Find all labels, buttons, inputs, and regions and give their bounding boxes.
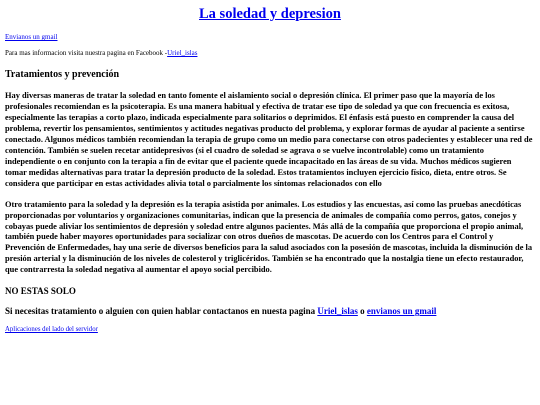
paragraph-animal-therapy: Otro tratamiento para la soledad y la depresión es la terapia asistida por animales. Los estudios y las encuestas, así como las pruebas anecdóticas proporcionadas por voluntarios y organizaciones comunitarias, indican que la presencia de animales de compañía como perros, gatos, conejos y cobayas puede aliviar los sentimientos de depresión y soledad entre algunos pacientes. Más allá de la compañía que proporciona el propio animal, también puede haber mayores oportunidades para socializar con otros dueños de mascotas. De acuerdo con los Centros para el Control y Prevención de Enfermedades, hay una serie de diversos beneficios para la salud asociados con la posesión de mascotas, incluida la disminución de la presión arterial y la disminución de los niveles de colesterol y triglicéridos. También se ha encontrado que la nostalgia tiene un efecto restaurador, que contrarresta la soledad negativa al aumentar el apoyo social percibido. [5,199,533,275]
paragraph-treatments: Hay diversas maneras de tratar la soledad en tanto fomente el aislamiento social o depresión clínica. El primer paso que la mayoría de los profesionales recomiendan es la psicoterapia. Es una manera habitual y efectiva de tratar ese tipo de soledad ya que con frecuencia es exitosa, especialmente las terapias a corto plazo, indicada especialmente para solitarios o deprimidos. El énfasis está puesto en comprender la causa del problema, revertir los pensamientos, sentimientos y actitudes negativas producto del problema, y explorar formas de ayudar al paciente a sentirse conectado. Algunos médicos también recomiendan la terapia de grupo como un medio para conectarse con otros padecientes y establecer una red de contención. También se suelen recetar antidepresivos (si el cuadro de soledad se agrava o se vuelve incontrolable) como un tratamiento independiente o en conjunto con la terapia a fin de evitar que el paciente quede incapacitado en las áreas de su vida. Muchos médicos sugieren tomar medidas alternativas para tratar la depresión producto de la soledad. Estos tratamientos incluyen ejercicio físico, dieta, entre otros. Se considera que participar en estas actividades alivia total o parcialmente los síntomas relacionados con ello [5,91,533,188]
facebook-link[interactable]: Uriel_islas [167,49,198,58]
contact-middle: o [357,306,367,317]
title-link[interactable]: La soledad y depresion [199,6,341,22]
page-title[interactable] [5,6,535,23]
contact-email-link[interactable]: envianos un gmail [366,306,437,317]
contact-facebook-link[interactable]: Uriel_islas [317,306,358,317]
no-estas-solo-heading: NO ESTAS SOLO [5,286,76,297]
facebook-prefix: Para mas informacion visita nuestra pagina en Facebook - [5,49,168,58]
contact-prefix: Si necesitas tratamiento o alguien con quien hablar contactanos en nuesta pagina [5,306,318,317]
email-link-top[interactable]: Envianos un gmail [5,33,58,42]
facebook-line [5,49,535,57]
server-side-apps-link[interactable]: Aplicaciones del lado del servidor [5,326,98,334]
contact-line [5,306,535,316]
section-title: Tratamientos y prevención [5,69,120,81]
